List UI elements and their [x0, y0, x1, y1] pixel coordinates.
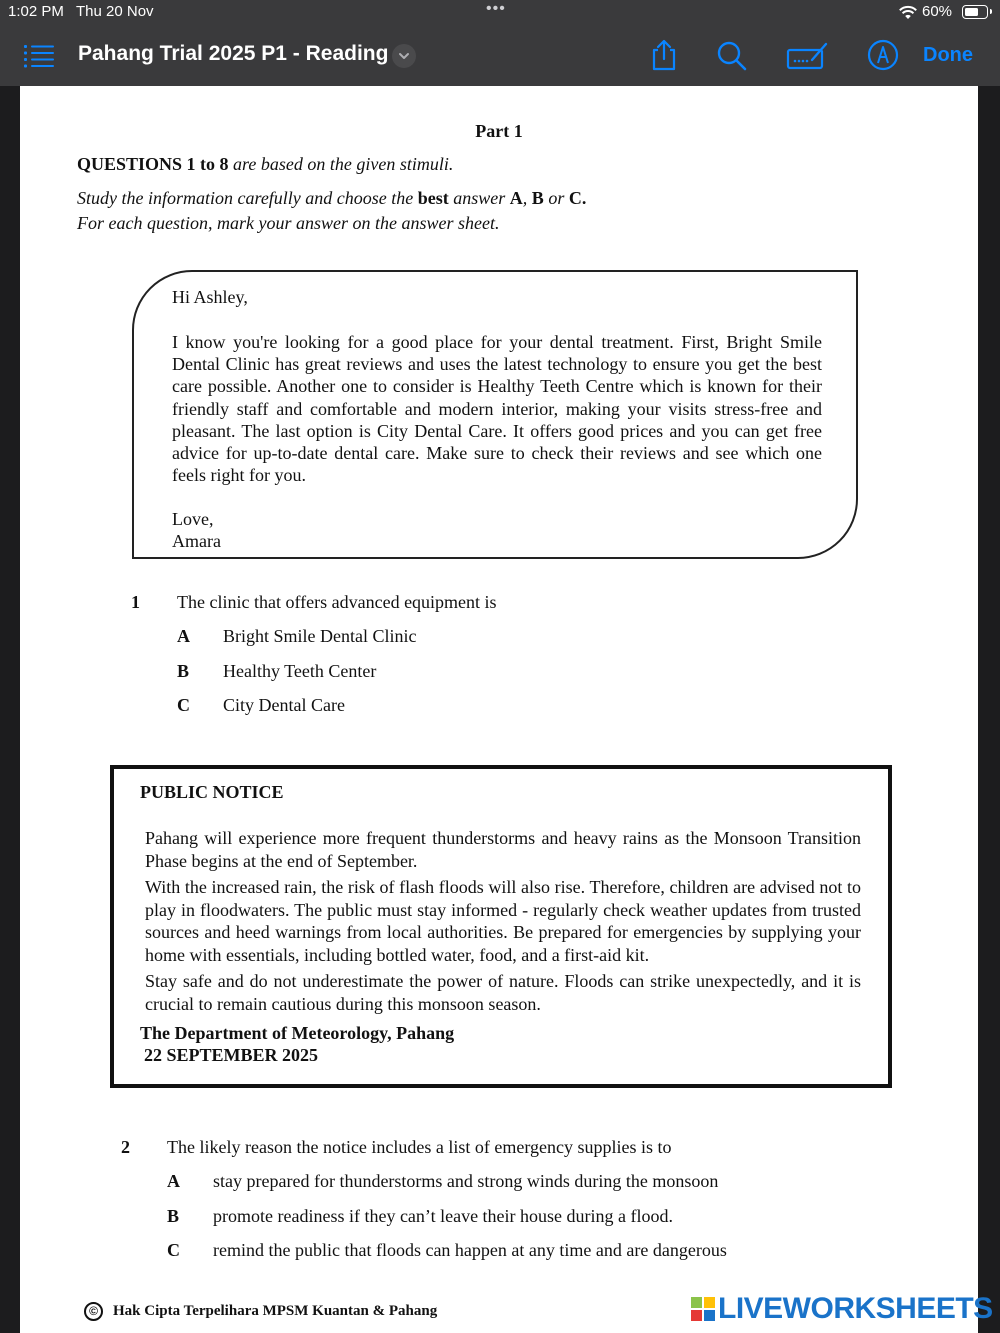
option-text: Healthy Teeth Center	[223, 661, 377, 681]
instruction-text: answer	[448, 188, 510, 208]
watermark-text: LIVEWORKSHEETS	[718, 1292, 993, 1325]
part-title: Part 1	[475, 121, 523, 141]
option-text: Bright Smile Dental Clinic	[223, 626, 417, 646]
share-icon[interactable]	[647, 38, 681, 72]
option-text: stay prepared for thunderstorms and strong winds during the monsoon	[213, 1171, 719, 1191]
letter-signature: Amara	[172, 531, 221, 551]
notice-date: 22 SEPTEMBER 2025	[144, 1045, 319, 1065]
notice-title: PUBLIC NOTICE	[140, 782, 284, 802]
status-bar	[0, 0, 1000, 24]
questions-range: QUESTIONS 1 to 8	[77, 154, 229, 174]
option-letter: A	[167, 1171, 180, 1191]
option-text: City Dental Care	[223, 695, 345, 715]
outline-list-icon[interactable]	[24, 42, 54, 68]
notice-paragraph-2: With the increased rain, the risk of flash floods will also rise. Therefore, children are advised not to play in floodwaters. The public must stay informed - regularly check weather updates from trusted sources and heed warnings from local authorities. Be prepared for emergencies by supplying your home with essentials, including bottled water, food, and a first-aid kit.	[145, 877, 861, 965]
instruction-text: are based on the given stimuli.	[228, 154, 454, 174]
letter-closing: Love,	[172, 509, 214, 529]
status-time: 1:02 PM	[8, 3, 64, 20]
markup-pen-icon[interactable]	[866, 38, 900, 72]
notice-signoff	[140, 1022, 454, 1066]
option-letter: A	[177, 626, 190, 646]
instruction-text: ,	[522, 188, 532, 208]
letter-body: I know you're looking for a good place for your dental treatment. First, Bright Smile Dental Clinic has great reviews and uses the latest technology to ensure you get the best care possible. Another one to consider is Healthy Teeth Centre which is known for their friendly staff and comfortable and modern interior, making your visits stress-free and pleasant. The last option is City Dental Care. It offers good prices and you can get free advice for up-to-date dental care. Make sure to check their reviews and see which one feels right for you.	[172, 332, 822, 486]
public-notice-stimulus	[110, 765, 892, 1088]
instruction-emphasis: A	[509, 188, 523, 208]
option-letter: B	[167, 1206, 180, 1226]
instruction-line-2	[77, 188, 586, 209]
notice-paragraph-1: Pahang will experience more frequent thunderstorms and heavy rains as the Monsoon Transition Phase begins at the end of September.	[145, 828, 861, 871]
option-letter: C	[177, 695, 190, 715]
document-page	[20, 86, 993, 1333]
instruction-line-3: For each question, mark your answer on the answer sheet.	[77, 213, 500, 233]
document-title[interactable]: Pahang Trial 2025 P1 - Reading	[78, 42, 389, 65]
status-date: Thu 20 Nov	[76, 3, 154, 20]
multitasking-dots[interactable]: •••	[486, 0, 506, 17]
copyright-text: Hak Cipta Terpelihara MPSM Kuantan & Pahang	[113, 1303, 438, 1319]
question-number: 2	[121, 1137, 130, 1157]
document-toolbar	[0, 24, 1000, 86]
instruction-emphasis: best	[417, 188, 449, 208]
instruction-emphasis: B	[531, 188, 544, 208]
instruction-line-1	[77, 154, 453, 175]
notice-department: The Department of Meteorology, Pahang	[140, 1023, 455, 1043]
question-stem: The likely reason the notice includes a list of emergency supplies is to	[167, 1137, 672, 1157]
copyright-icon: ©	[84, 1302, 103, 1321]
letter-greeting: Hi Ashley,	[172, 287, 248, 307]
markup-field-icon[interactable]	[786, 38, 828, 72]
option-text: remind the public that floods can happen at any time and are dangerous	[213, 1240, 727, 1260]
chevron-down-icon	[392, 44, 416, 68]
instruction-emphasis: C.	[568, 188, 587, 208]
instruction-text: or	[543, 188, 569, 208]
letter-stimulus	[132, 270, 858, 559]
search-icon[interactable]	[714, 38, 748, 72]
liveworksheets-watermark	[690, 1292, 993, 1326]
option-letter: C	[167, 1240, 180, 1260]
done-button[interactable]: Done	[923, 44, 973, 66]
battery-percent: 60%	[922, 3, 953, 20]
notice-paragraph-3: Stay safe and do not underestimate the power of nature. Floods can strike unexpectedly, and it is crucial to remain cautious during this monsoon season.	[145, 971, 861, 1014]
question-number: 1	[131, 592, 140, 612]
wifi-icon	[898, 4, 918, 20]
battery-icon	[962, 5, 988, 19]
copyright-footer	[84, 1302, 437, 1321]
liveworksheets-logo-icon	[690, 1296, 716, 1322]
instruction-text: Study the information carefully and choose the	[77, 188, 418, 208]
option-letter: B	[177, 661, 190, 681]
question-stem: The clinic that offers advanced equipment is	[177, 592, 497, 612]
option-text: promote readiness if they can’t leave their house during a flood.	[213, 1206, 674, 1226]
title-menu-button[interactable]	[392, 44, 416, 68]
